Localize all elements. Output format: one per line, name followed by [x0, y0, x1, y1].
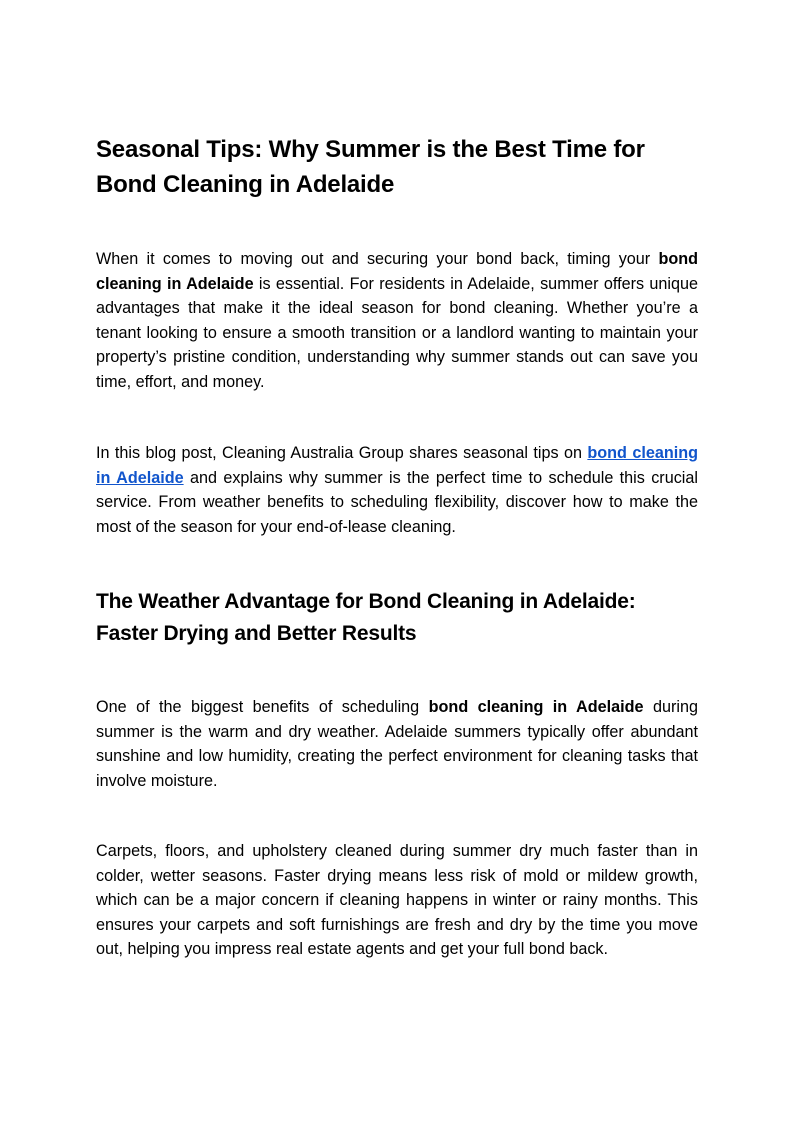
intro-text-end: is essential. For residents in Adelaide, summer offers unique advantages that make it the ideal season for bond cleaning. Whether you’re a tenant looking to ensure a smooth transition or a landlord wanting to maintain your property’s pristine condition, understanding why summer stands out can save you time, effort, and money. [96, 274, 699, 391]
blog-text-start: In this blog post, Cleaning Australia Group shares seasonal tips on [96, 444, 588, 462]
weather-paragraph-2: Carpets, floors, and upholstery cleaned during summer dry much faster than in colder, wetter seasons. Faster drying means less risk of mold or mildew growth, which can be a major concern if cleaning happens in winter or rainy months. This ensures your carpets and soft furnishings are fresh and dry by the time you move out, helping you impress real estate agents and get your full bond back. [96, 842, 698, 959]
bond-cleaning-link[interactable]: bond cleaning in Adelaide [96, 444, 698, 487]
weather-bold-keyword: bond cleaning in Adelaide [428, 698, 644, 716]
weather-text-end: during summer is the warm and dry weather. Adelaide summers typically offer abundant sunshine and low humidity, creating the perfect environment for cleaning tasks that involve moisture. [96, 698, 698, 790]
section-heading-weather: The Weather Advantage for Bond Cleaning in Adelaide: Faster Drying and Better Results [96, 590, 636, 645]
intro-bold-keyword: bond cleaning in Adelaide [96, 250, 698, 293]
intro-paragraph [96, 247, 698, 395]
intro-text-start: When it comes to moving out and securing your bond back, timing your [96, 250, 659, 268]
blog-text-end: and explains why summer is the perfect time to schedule this crucial service. From weather benefits to scheduling flexibility, discover how to make the most of the season for your end-of-lease cleaning. [96, 468, 698, 536]
weather-paragraph-1 [96, 695, 698, 793]
page-title: Seasonal Tips: Why Summer is the Best Time for Bond Cleaning in Adelaide [96, 136, 645, 198]
blog-paragraph [96, 441, 698, 539]
weather-text-start: One of the biggest benefits of scheduling [96, 698, 429, 716]
